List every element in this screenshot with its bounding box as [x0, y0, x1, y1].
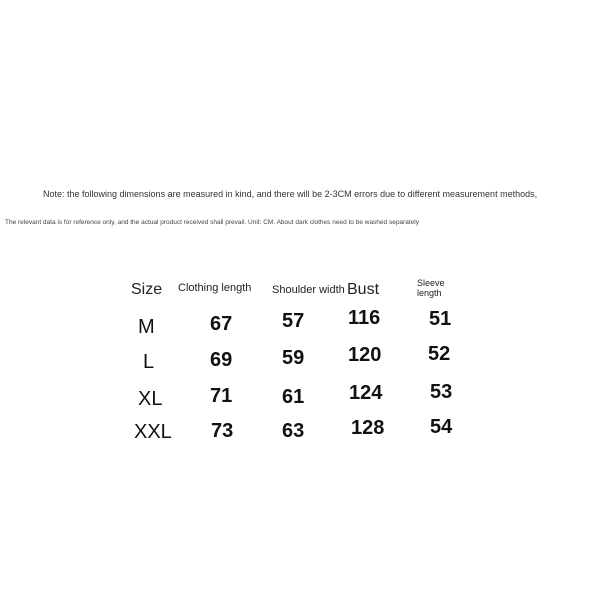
length-cell-l: 69	[210, 349, 233, 371]
length-cell-m: 67	[210, 313, 233, 335]
header-size: Size	[131, 281, 163, 298]
bust-cell-xl: 124	[349, 382, 383, 404]
header-clothing-length: Clothing length	[178, 282, 252, 294]
header-bust: Bust	[347, 281, 380, 298]
sleeve-cell-xl: 53	[430, 381, 453, 403]
length-cell-xxl: 73	[211, 420, 234, 442]
sleeve-cell-xxl: 54	[430, 416, 453, 438]
shoulder-cell-l: 59	[282, 347, 305, 369]
header-sleeve-length: Sleeve length	[417, 278, 445, 298]
header-shoulder-width: Shoulder width	[272, 284, 345, 296]
size-cell-m: M	[138, 316, 155, 338]
measurement-note: Note: the following dimensions are measured in kind, and there will be 2-3CM errors due to different measurement methods,	[43, 189, 538, 199]
size-cell-xxl: XXL	[134, 421, 172, 443]
shoulder-cell-xxl: 63	[282, 420, 305, 442]
size-cell-l: L	[143, 351, 155, 373]
bust-cell-l: 120	[348, 344, 382, 366]
size-cell-xl: XL	[138, 388, 163, 410]
bust-cell-xxl: 128	[351, 417, 385, 439]
reference-disclaimer: The relevant data is for reference only, and the actual product received shall prevail. Unit: CM. About dark clothes need to be washed separately	[5, 219, 419, 226]
shoulder-cell-m: 57	[282, 310, 305, 332]
length-cell-xl: 71	[210, 385, 233, 407]
sleeve-cell-m: 51	[429, 308, 452, 330]
bust-cell-m: 116	[348, 307, 381, 329]
shoulder-cell-xl: 61	[282, 386, 305, 408]
sleeve-cell-l: 52	[428, 343, 451, 365]
